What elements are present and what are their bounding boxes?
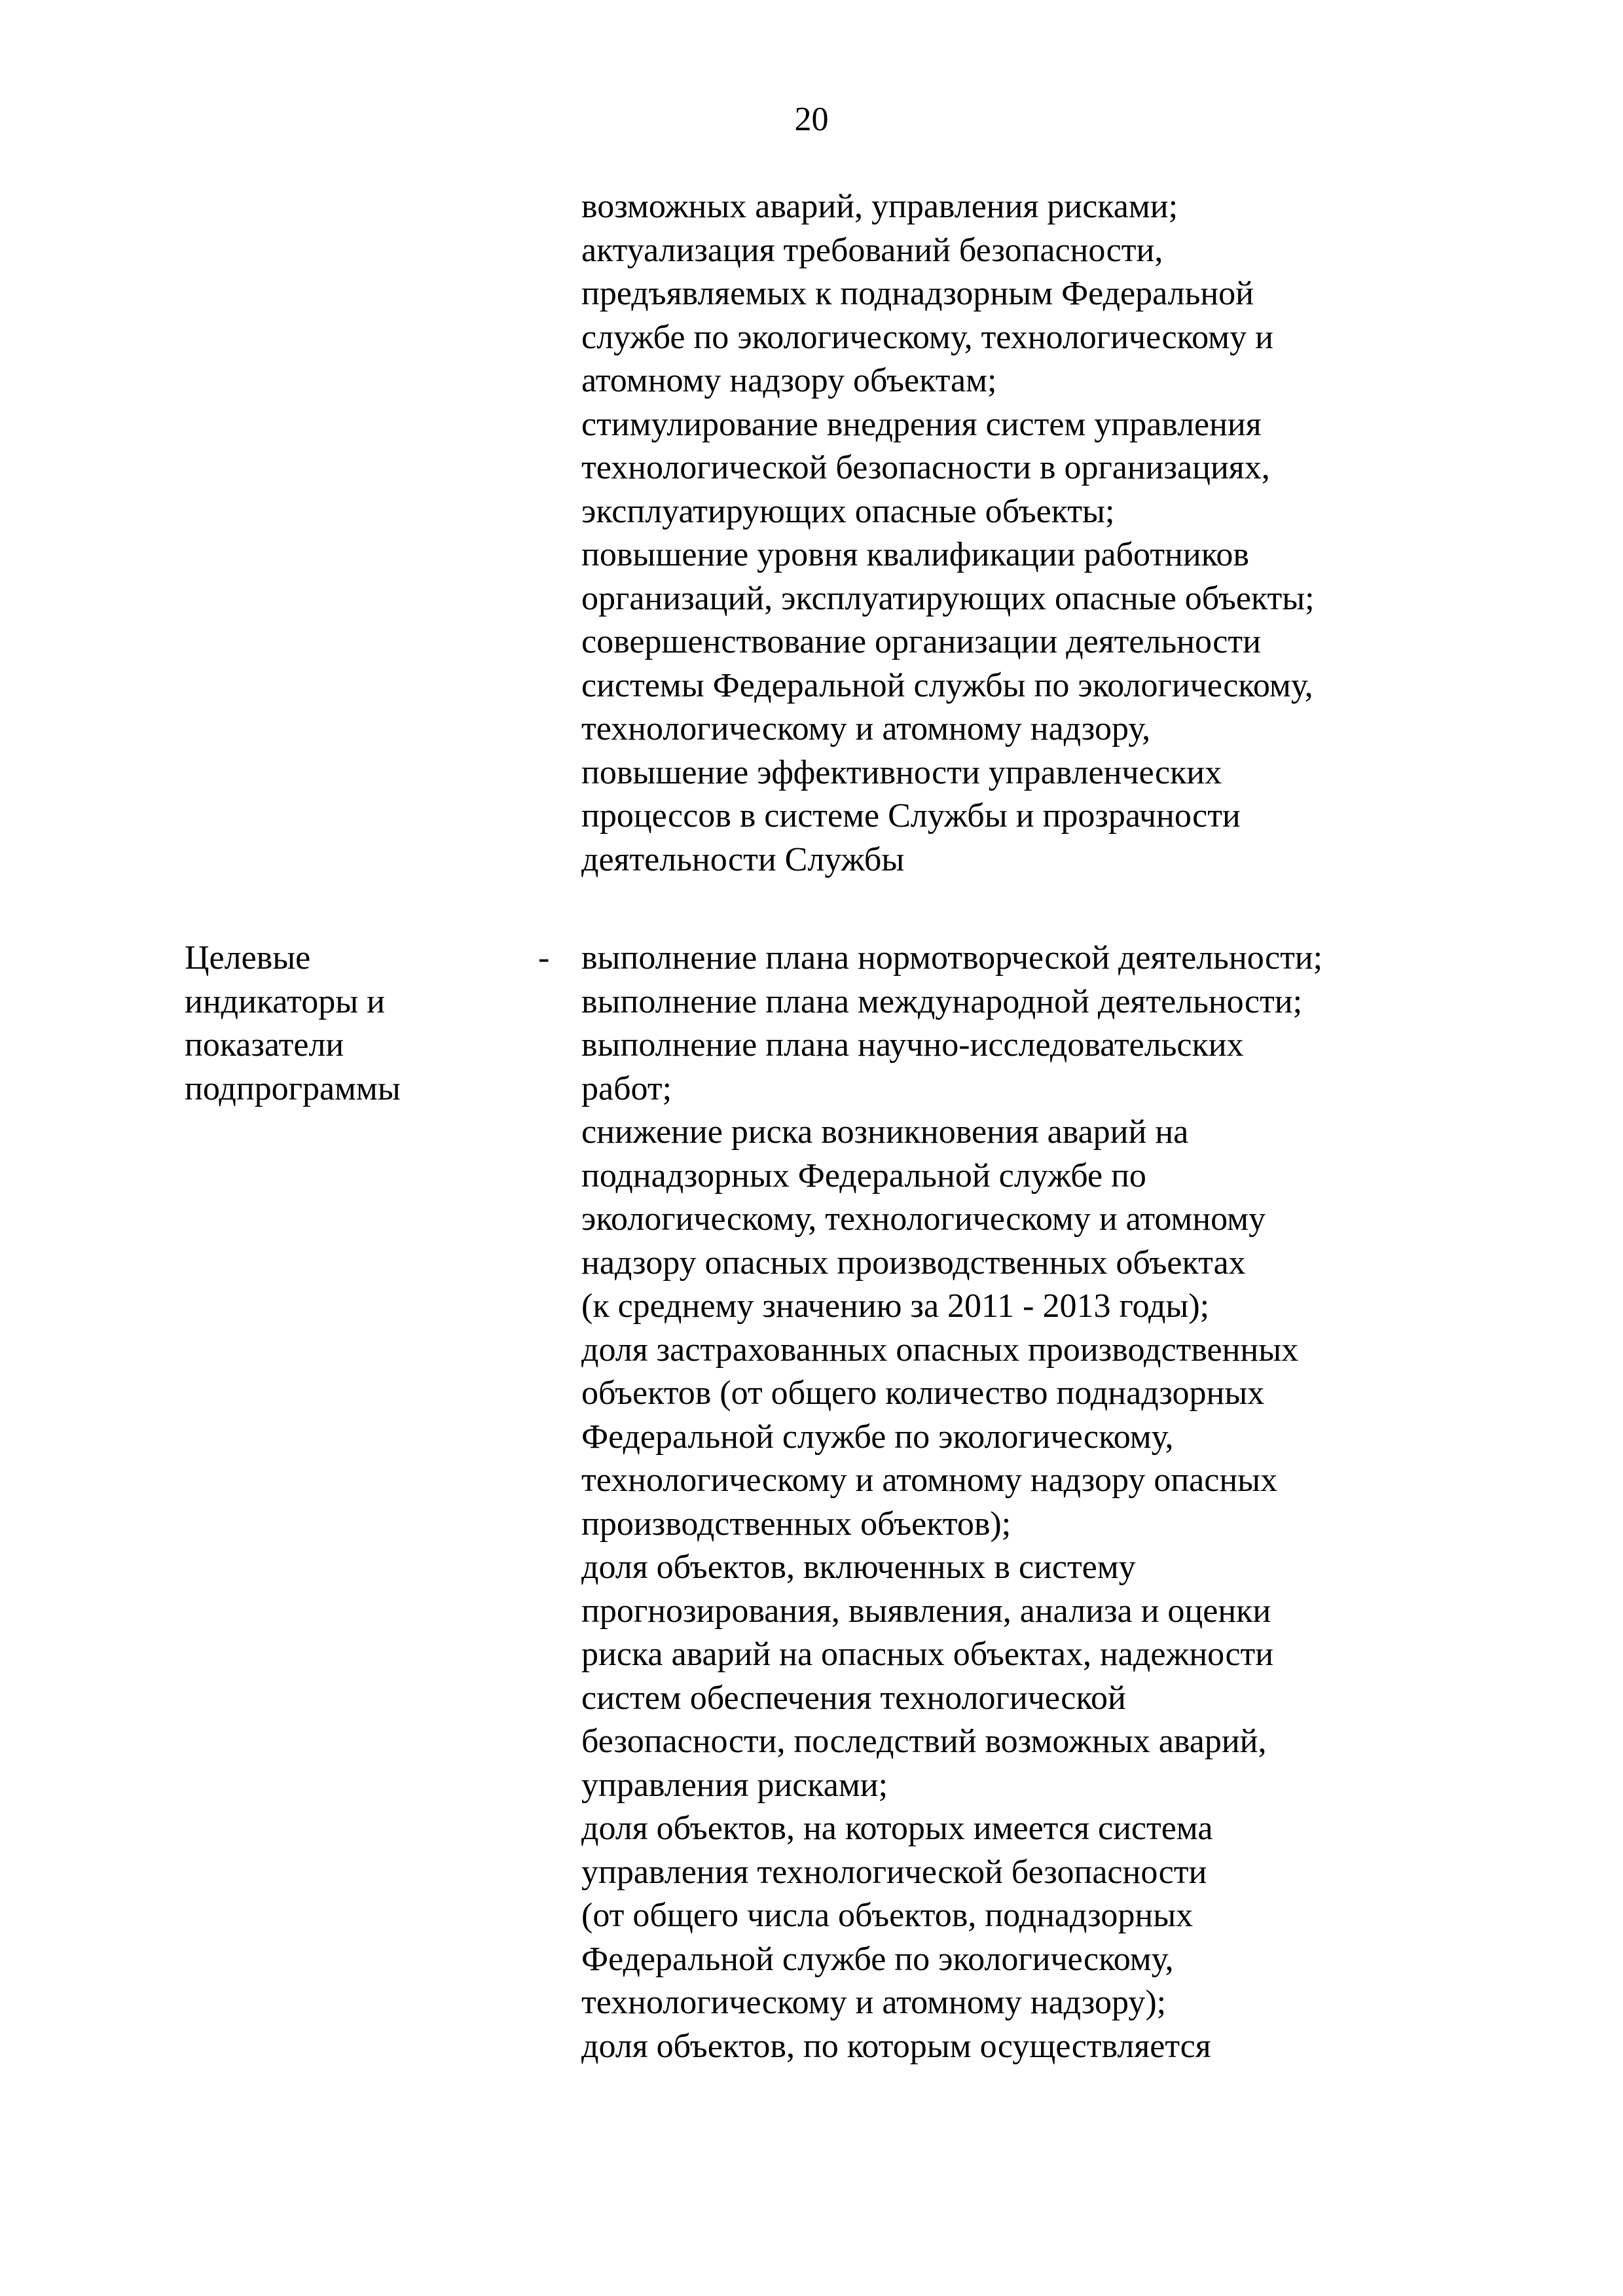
text-line: поднадзорных Федеральной службе по xyxy=(581,1157,1146,1194)
text-line: выполнение плана нормотворческой деятельности; xyxy=(581,939,1323,977)
text-line: доля объектов, на которых имеется система xyxy=(581,1810,1213,1847)
indicators-text xyxy=(581,937,1322,2068)
text-line: возможных аварий, управления рисками; xyxy=(581,188,1178,225)
text-line: технологической безопасности в организациях, xyxy=(581,449,1270,486)
text-line: прогнозирования, выявления, анализа и оценки xyxy=(581,1592,1271,1630)
text-line: актуализация требований безопасности, xyxy=(581,231,1163,269)
text-line: процессов в системе Службы и прозрачности xyxy=(581,797,1241,834)
text-line: выполнение плана международной деятельности; xyxy=(581,982,1303,1020)
text-line: технологическому и атомному надзору, xyxy=(581,710,1151,747)
text-line: Федеральной службе по экологическому, xyxy=(581,1940,1174,1978)
text-line: Федеральной службе по экологическому, xyxy=(581,1418,1174,1456)
text-line: экологическому, технологическому и атомному xyxy=(581,1200,1266,1238)
text-line: организаций, эксплуатирующих опасные объекты; xyxy=(581,579,1315,617)
section-label-line: индикаторы и xyxy=(185,982,385,1020)
continuation-text xyxy=(581,185,1315,882)
text-line: системы Федеральной службы по экологическому, xyxy=(581,666,1313,704)
text-line: доля объектов, включенных в систему xyxy=(581,1549,1136,1586)
text-line: безопасности, последствий возможных аварий, xyxy=(581,1723,1267,1760)
page-number: 20 xyxy=(794,101,829,138)
text-line: систем обеспечения технологической xyxy=(581,1679,1126,1717)
text-line: стимулирование внедрения систем управления xyxy=(581,405,1262,443)
text-line: доля застрахованных опасных производственных xyxy=(581,1331,1299,1369)
text-line: эксплуатирующих опасные объекты; xyxy=(581,492,1115,530)
text-line: риска аварий на опасных объектах, надежности xyxy=(581,1636,1274,1673)
text-line: работ; xyxy=(581,1069,672,1107)
text-line: совершенствование организации деятельности xyxy=(581,623,1261,660)
text-line: деятельности Службы xyxy=(581,840,905,878)
text-line: объектов (от общего количество поднадзорных xyxy=(581,1374,1265,1412)
text-line: технологическому и атомному надзору опасных xyxy=(581,1462,1278,1499)
text-line: доля объектов, по которым осуществляется xyxy=(581,2027,1211,2065)
text-line: (к среднему значению за 2011 - 2013 годы); xyxy=(581,1287,1210,1325)
section-label-line: Целевые xyxy=(185,939,311,977)
text-line: предъявляемых к поднадзорным Федеральной xyxy=(581,275,1254,312)
text-line: технологическому и атомному надзору); xyxy=(581,1984,1167,2021)
text-line: атомному надзору объектам; xyxy=(581,362,997,399)
section-label xyxy=(185,937,401,1111)
separator-dash: - xyxy=(538,939,550,977)
text-line: управления рисками; xyxy=(581,1766,888,1804)
text-line: выполнение плана научно-исследовательских xyxy=(581,1026,1244,1064)
text-line: производственных объектов); xyxy=(581,1505,1012,1543)
text-line: службе по экологическому, технологическому и xyxy=(581,318,1273,356)
text-line: повышение эффективности управленческих xyxy=(581,753,1222,791)
text-line: надзору опасных производственных объектах xyxy=(581,1244,1246,1282)
text-line: (от общего числа объектов, поднадзорных xyxy=(581,1897,1194,1934)
text-line: повышение уровня квалификации работников xyxy=(581,536,1249,573)
section-label-line: подпрограммы xyxy=(185,1069,401,1107)
section-label-line: показатели xyxy=(185,1026,344,1064)
text-line: снижение риска возникновения аварий на xyxy=(581,1113,1189,1151)
text-line: управления технологической безопасности xyxy=(581,1853,1207,1891)
